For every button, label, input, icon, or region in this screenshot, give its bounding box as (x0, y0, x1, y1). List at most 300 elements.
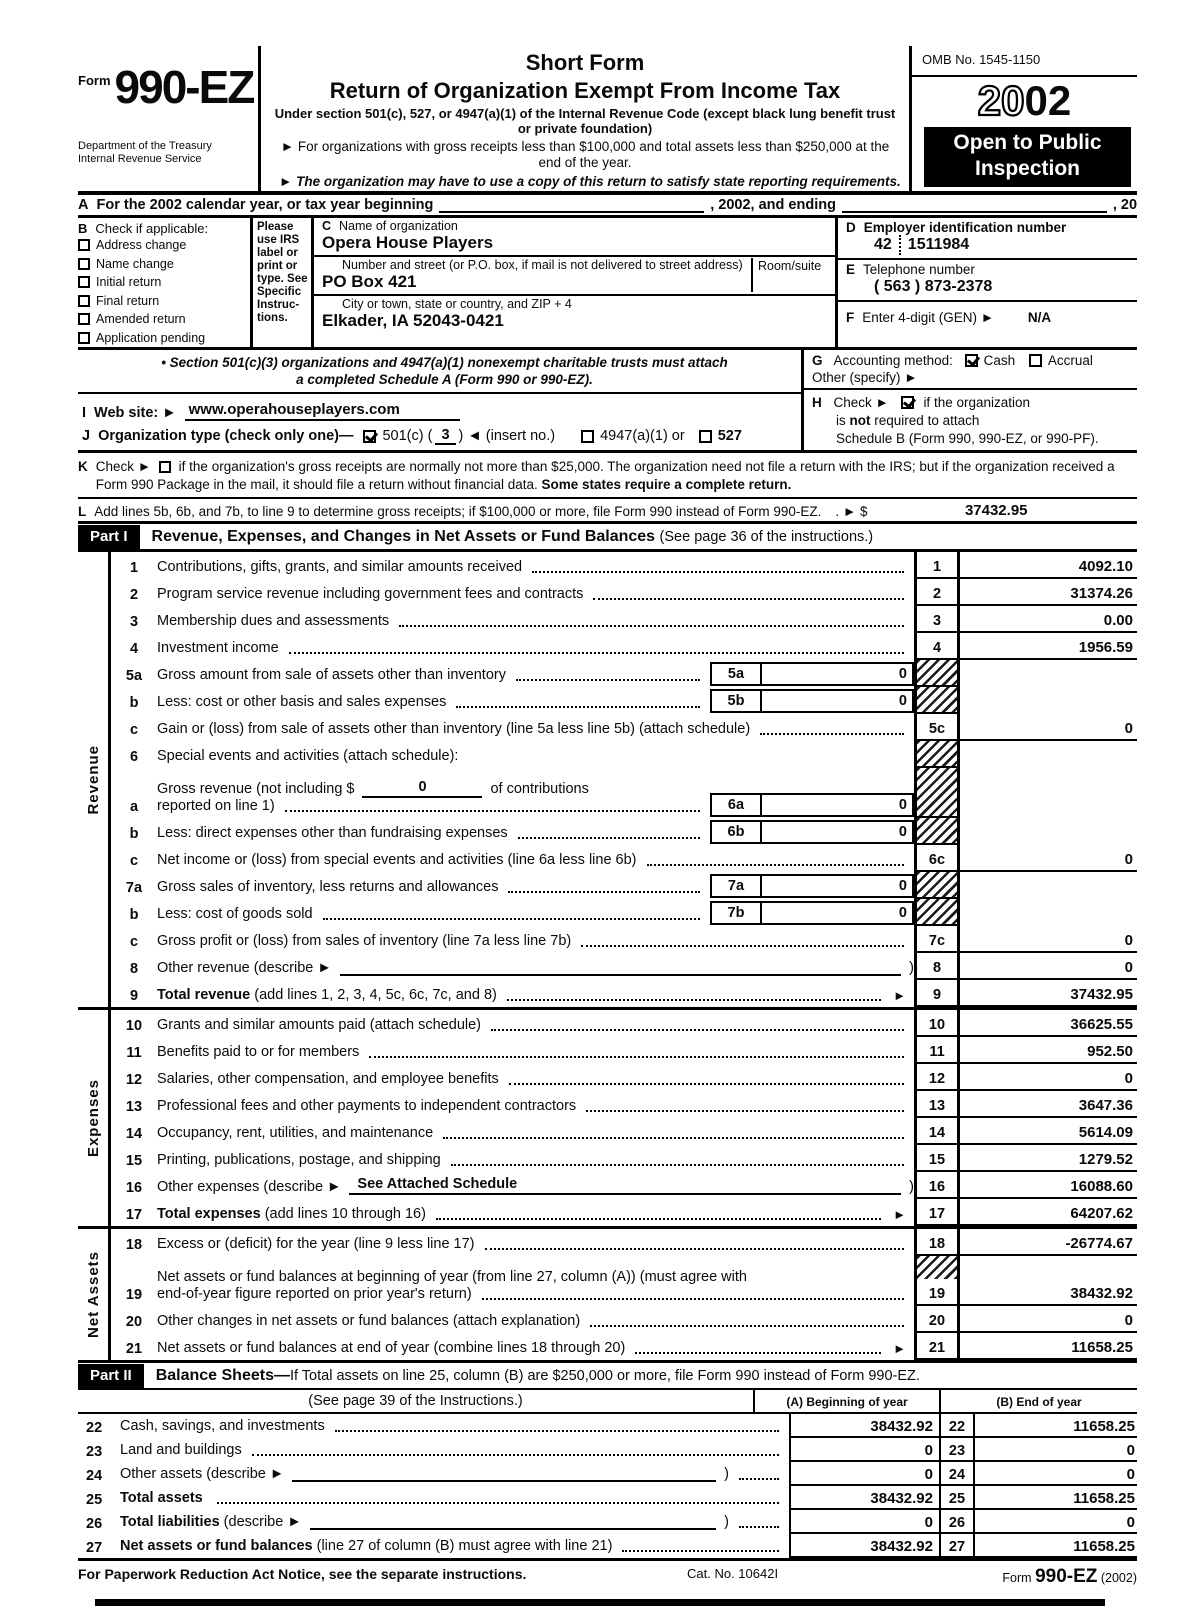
line-26-number: 26 (86, 1516, 103, 1532)
website-label: Web site: ► (94, 405, 177, 421)
line-12-label: Salaries, other compensation, and employee benefits (157, 1071, 499, 1087)
line-20-label: Other changes in net assets or fund balances (attach explanation) (157, 1313, 581, 1329)
dot-leader (532, 571, 904, 573)
line-20-amount[interactable]: 0 (960, 1306, 1137, 1333)
dot-leader (635, 1352, 881, 1354)
accounting-method-block: G Accounting method: Cash Accrual Other (specify) ► (804, 350, 1137, 390)
line-5b-box-label: 5b (710, 689, 762, 713)
line-21-amount[interactable]: 11658.25 (960, 1333, 1137, 1360)
line-5c-right-number: 5c (914, 714, 960, 741)
line-25-number: 25 (86, 1492, 103, 1508)
line-11-label: Benefits paid to or for members (157, 1044, 360, 1060)
checkbox-cash[interactable] (965, 354, 978, 367)
line-24-beginning-of-year[interactable]: 0 (789, 1462, 939, 1486)
line-5b-hatch (914, 687, 960, 714)
tax-year-ending-field[interactable] (842, 197, 1107, 213)
line-i-website: I Web site: ► www.operahouseplayers.com (78, 394, 801, 421)
gross-receipts-text: Add lines 5b, 6b, and 7b, to line 9 to determine gross receipts; if $100,000 or more, file Form 990 instead of Form 990-EZ. (94, 504, 822, 519)
dot-leader (485, 1248, 904, 1250)
dot-leader (622, 1550, 779, 1552)
line-26-describe-field[interactable] (310, 1528, 716, 1530)
checkbox-4947a1[interactable] (581, 430, 594, 443)
form-footer-id: Form 990-EZ (2002) (1002, 1566, 1137, 1587)
line-19-hatch (914, 1256, 960, 1279)
check-if-applicable-title: Check if applicable: (95, 221, 209, 236)
form-line-8: 8 Other revenue (describe ► ) 8 0 (111, 953, 1137, 980)
line-6a-box-label: 6a (710, 793, 762, 817)
line-6c-right-number: 6c (914, 845, 960, 872)
line-16-describe-field[interactable]: See Attached Schedule (349, 1176, 901, 1195)
line-6a-contributions-blank[interactable]: 0 (362, 779, 482, 798)
arrow-icon: ► (893, 1341, 906, 1356)
line-6a-number: a (129, 799, 139, 815)
line-22-number: 22 (86, 1420, 103, 1436)
line-6a-label: Gross revenue (not including $ (157, 781, 355, 797)
line-27-label: (line 27 of column (B) must agree with line 21) (316, 1538, 613, 1554)
line-6-number: 6 (129, 749, 139, 765)
org-type-label: Organization type (check only one)— (98, 428, 354, 444)
dot-leader (760, 733, 904, 735)
part2-title: Balance Sheets— (155, 1367, 290, 1384)
line-22-box-number: 22 (939, 1414, 975, 1438)
line-16-right-number: 16 (914, 1172, 960, 1199)
line-8-describe-field[interactable] (340, 974, 901, 976)
line-6c-amount[interactable]: 0 (960, 845, 1137, 872)
line-13-label: Professional fees and other payments to independent contractors (157, 1098, 577, 1114)
line-a-letter: A (78, 197, 89, 213)
entity-block (78, 218, 1137, 350)
line-25-box-number: 25 (939, 1486, 975, 1510)
form-line-9 (111, 980, 1137, 1007)
line-23-number: 23 (86, 1444, 103, 1460)
dot-leader (451, 1164, 904, 1166)
dot-leader (482, 1298, 904, 1300)
line-7b-hatch (914, 899, 960, 926)
ein-separator (899, 235, 901, 255)
line-10-right-number: 10 (914, 1010, 960, 1037)
line-27-end-of-year[interactable]: 11658.25 (975, 1534, 1137, 1558)
line-1-label: Contributions, gifts, grants, and similar amounts received (157, 559, 523, 575)
line-12-amount[interactable]: 0 (960, 1064, 1137, 1091)
line-6c-label: Net income or (loss) from special events and activities (line 6a less line 6b) (157, 852, 637, 868)
line-13-right-number: 13 (914, 1091, 960, 1118)
gen-value[interactable]: N/A (1027, 310, 1052, 325)
checkbox-final-return[interactable] (78, 295, 90, 307)
line-24-end-of-year[interactable]: 0 (975, 1462, 1137, 1486)
col-b-header: (B) End of year (939, 1390, 1137, 1412)
state-reporting-note: ► The organization may have to use a copy of this return to satisfy state reporting requirements. (279, 174, 901, 189)
ein-value[interactable]: 42 1511984 (874, 236, 970, 253)
line-7c-label: Gross profit or (loss) from sales of inventory (line 7a less line 7b) (157, 933, 572, 949)
line-6b-box-label: 6b (710, 820, 762, 844)
line-19-label: Net assets or fund balances at beginning of year (from line 27, column (A)) (must agree with (157, 1269, 747, 1285)
form-line-5b (111, 687, 1137, 714)
line-21-right-number: 21 (914, 1333, 960, 1360)
form-line-20 (111, 1306, 1137, 1333)
line-5a-hatch (914, 660, 960, 687)
dot-leader (586, 1110, 904, 1112)
section-side-label: Revenue (84, 744, 102, 815)
line-k: K Check ► if the organization's gross receipts are normally not more than $25,000. The organization need not file a return with the IRS; but if the organization received a Form 990 Package in the mail, it should file a return without financial data. Some states require a complete return. (78, 453, 1137, 499)
irs-label: Internal Revenue Service (78, 153, 202, 165)
line-10-label: Grants and similar amounts paid (attach schedule) (157, 1017, 481, 1033)
page-footer (78, 1558, 1137, 1588)
line-7a-hatch (914, 872, 960, 899)
checkbox-address-change[interactable] (78, 239, 90, 251)
checkbox-initial-return[interactable] (78, 276, 90, 288)
line-1-number: 1 (129, 560, 139, 576)
line-24-describe-field[interactable] (292, 1480, 716, 1482)
line-5c-label: Gain or (loss) from sale of assets other than inventory (line 5a less line 5b) (attach schedule) (157, 721, 751, 737)
line-19-amount[interactable]: 38432.92 (960, 1279, 1137, 1306)
line-25-beginning-of-year[interactable]: 38432.92 (789, 1486, 939, 1510)
line-24-label: Other assets (describe ► (120, 1466, 285, 1482)
insert-no-value[interactable]: 3 (435, 427, 455, 445)
line-23-label: Land and buildings (120, 1442, 242, 1458)
checkbox-application-pending[interactable] (78, 332, 90, 344)
line-25-label-bold: Total assets (120, 1490, 207, 1506)
paperwork-notice: For Paperwork Reduction Act Notice, see the separate instructions. (78, 1566, 527, 1582)
form-line-10 (111, 1010, 1137, 1037)
line-26-end-of-year[interactable]: 0 (975, 1510, 1137, 1534)
line-4-number: 4 (129, 641, 139, 657)
dot-leader (369, 1056, 904, 1058)
dot-leader (217, 1502, 779, 1504)
line-15-right-number: 15 (914, 1145, 960, 1172)
line-14-label: Occupancy, rent, utilities, and maintenance (157, 1125, 434, 1141)
org-name-value[interactable]: Opera House Players (322, 233, 494, 252)
org-name-label: Name of organization (339, 219, 458, 233)
line-14-amount[interactable]: 5614.09 (960, 1118, 1137, 1145)
part1-title: Revenue, Expenses, and Changes in Net Assets or Fund Balances (151, 528, 656, 545)
dot-leader (456, 706, 700, 708)
line-18-right-number: 18 (914, 1229, 960, 1256)
balance-line-26: 26 Total liabilities (describe ► ) 0 26 0 (78, 1510, 1137, 1534)
form-line-7b (111, 899, 1137, 926)
line-7c-right-number: 7c (914, 926, 960, 953)
line-5c-number: c (129, 722, 139, 738)
col-a-header: (A) Beginning of year (753, 1390, 939, 1412)
dot-leader (399, 625, 904, 627)
line-14-right-number: 14 (914, 1118, 960, 1145)
line-13-amount[interactable]: 3647.36 (960, 1091, 1137, 1118)
line-17-right-number: 17 (914, 1199, 960, 1226)
line-6b-box-value[interactable]: 0 (762, 820, 914, 844)
part2-column-headers (78, 1390, 1137, 1414)
form-line-16: 16 Other expenses (describe ► See Attached Schedule ) 16 16088.60 (111, 1172, 1137, 1199)
line-15-number: 15 (125, 1153, 143, 1169)
line-11-right-number: 11 (914, 1037, 960, 1064)
line-4-right-number: 4 (914, 633, 960, 660)
line-6b-label: Less: direct expenses other than fundraising expenses (157, 825, 508, 841)
gross-receipts-value[interactable]: 37432.95 (964, 502, 1028, 519)
part2-tab: Part II (78, 1364, 144, 1388)
dot-leader (590, 1325, 904, 1327)
dot-leader (289, 652, 904, 654)
tax-year-solid: 02 (1024, 77, 1072, 124)
form-line-6c (111, 845, 1137, 872)
schedule-b-block: H Check ► if the organization is not required to attach Schedule B (Form 990, 990-EZ, or 990-PF). (812, 395, 1099, 446)
tax-year (912, 77, 1137, 125)
street-value[interactable]: PO Box 421 (322, 272, 417, 291)
line-21-number: 21 (125, 1341, 143, 1357)
dot-leader (739, 1526, 779, 1528)
balance-line-27 (78, 1534, 1137, 1558)
line-26-label: (describe ► (223, 1514, 302, 1530)
line-23-beginning-of-year[interactable]: 0 (789, 1438, 939, 1462)
line-5c-amount[interactable]: 0 (960, 714, 1137, 741)
form-number-block (78, 46, 258, 191)
line-16-amount[interactable]: 16088.60 (960, 1172, 1137, 1199)
line-7b-box-value[interactable]: 0 (762, 901, 914, 925)
checkbox-amended-return[interactable] (78, 313, 90, 325)
line-5a-number: 5a (125, 668, 143, 684)
note-website-accounting-block (78, 350, 1137, 453)
dot-leader (323, 918, 700, 920)
tax-year-beginning-field[interactable] (439, 197, 704, 213)
omb-number: OMB No. 1545-1150 (912, 46, 1137, 77)
street-label: Number and street (or P.O. box, if mail is not delivered to street address) (342, 258, 743, 272)
form-line-7c (111, 926, 1137, 953)
line-18-amount[interactable]: -26774.67 (960, 1229, 1137, 1256)
line-1-amount[interactable]: 4092.10 (960, 552, 1137, 579)
line-23-box-number: 23 (939, 1438, 975, 1462)
checkbox-gross-receipts-under-25000[interactable] (159, 461, 171, 473)
dot-leader (285, 810, 700, 812)
line-17-label: (add lines 10 through 16) (264, 1206, 426, 1222)
line-18-number: 18 (125, 1237, 143, 1253)
part2-table (78, 1414, 1137, 1558)
line-24-box-number: 24 (939, 1462, 975, 1486)
line-7b-box-label: 7b (710, 901, 762, 925)
line-6b-number: b (129, 826, 139, 842)
form-line-4 (111, 633, 1137, 660)
arrow-icon: ► (893, 1207, 906, 1222)
form-line-13 (111, 1091, 1137, 1118)
line-9-right-number: 9 (914, 980, 960, 1007)
part1-group-expenses (78, 1010, 1137, 1229)
line-23-end-of-year[interactable]: 0 (975, 1438, 1137, 1462)
form-line-11 (111, 1037, 1137, 1064)
phone-label: Telephone number (863, 262, 975, 277)
line-19-number: 19 (125, 1287, 143, 1303)
line-7a-label: Gross sales of inventory, less returns and allowances (157, 879, 499, 895)
form-line-5a (111, 660, 1137, 687)
part2-header (78, 1364, 1137, 1390)
form-line-3 (111, 606, 1137, 633)
line-5a-box-label: 5a (710, 662, 762, 686)
org-name-address-block: C Name of organization Opera House Players Number and street (or P.O. box, if mail is not delivered to street address) PO Box 421 Room/suite City or town, state or country, and ZIP + 4 Elkader, IA 52043-0421 (314, 218, 835, 347)
line-27-box-number: 27 (939, 1534, 975, 1558)
scan-artifact-bar (95, 1599, 1105, 1606)
city-value[interactable]: Elkader, IA 52043-0421 (322, 311, 504, 330)
checkbox-accrual[interactable] (1029, 354, 1042, 367)
form-line-17 (111, 1199, 1137, 1226)
line-6a-box-value[interactable]: 0 (762, 793, 914, 817)
line-7c-amount[interactable]: 0 (960, 926, 1137, 953)
form-line-12 (111, 1064, 1137, 1091)
line-3-amount[interactable]: 0.00 (960, 606, 1137, 633)
line-7c-number: c (129, 934, 139, 950)
line-8-right-number: 8 (914, 953, 960, 980)
dot-leader (508, 891, 700, 893)
line-19-label2: end-of-year figure reported on prior year's return) (157, 1286, 472, 1302)
line-6a-label2: reported on line 1) (157, 798, 275, 814)
line-16-label: Other expenses (describe ► (157, 1179, 342, 1195)
line-7b-number: b (129, 907, 139, 923)
line-8-amount[interactable]: 0 (960, 953, 1137, 980)
line-27-number: 27 (86, 1540, 103, 1556)
line-8-number: 8 (129, 961, 139, 977)
line-27-label-bold: Net assets or fund balances (120, 1538, 317, 1554)
line-27-beginning-of-year[interactable]: 38432.92 (789, 1534, 939, 1558)
line-2-right-number: 2 (914, 579, 960, 606)
line-a: A For the 2002 calendar year, or tax year beginning , 2002, and ending , 20 (78, 195, 1137, 218)
line-11-amount[interactable]: 952.50 (960, 1037, 1137, 1064)
form-line-6 (111, 741, 1137, 768)
line-5b-label: Less: cost or other basis and sales expenses (157, 694, 447, 710)
dot-leader (436, 1218, 881, 1220)
website-value[interactable]: www.operahouseplayers.com (185, 401, 460, 421)
form-line-15 (111, 1145, 1137, 1172)
part1-note: (See page 36 of the instructions.) (659, 529, 874, 545)
line-19-right-number: 19 (914, 1279, 960, 1306)
city-label: City or town, state or country, and ZIP + 4 (342, 297, 572, 311)
line-5b-number: b (129, 695, 139, 711)
form-line-19 (111, 1256, 1137, 1306)
line-7b-label: Less: cost of goods sold (157, 906, 313, 922)
dept-treasury: Department of the Treasury (78, 140, 212, 152)
line-18-label: Excess or (deficit) for the year (line 9 less line 17) (157, 1236, 475, 1252)
line-20-right-number: 20 (914, 1306, 960, 1333)
line-17-label-bold: Total expenses (157, 1206, 265, 1222)
line-6-label: Special events and activities (attach schedule): (157, 748, 459, 764)
gen-label: Enter 4-digit (GEN) ► (862, 310, 995, 325)
title-subtitle: Under section 501(c), 527, or 4947(a)(1) of the Internal Revenue Code (except black lung benefit trust or private foundation) (274, 106, 896, 136)
dot-leader (516, 679, 700, 681)
tax-year-outline: 20 (977, 77, 1025, 124)
line-9-amount[interactable]: 37432.95 (960, 980, 1137, 1007)
line-l: L Add lines 5b, 6b, and 7b, to line 9 to determine gross receipts; if $100,000 or more, file Form 990 instead of Form 990-EZ. . ► $ 37432.95 (78, 499, 1137, 524)
open-to-public-badge: Open to Public Inspection (924, 127, 1131, 187)
form-line-21 (111, 1333, 1137, 1360)
line-22-beginning-of-year[interactable]: 38432.92 (789, 1414, 939, 1438)
line-22-end-of-year[interactable]: 11658.25 (975, 1414, 1137, 1438)
part1-header (78, 525, 1137, 552)
line-5a-box-value[interactable]: 0 (762, 662, 914, 686)
line-10-number: 10 (125, 1018, 143, 1034)
line-7a-box-value[interactable]: 0 (762, 874, 914, 898)
part1-tab: Part I (78, 525, 140, 549)
line-26-box-number: 26 (939, 1510, 975, 1534)
line-17-amount[interactable]: 64207.62 (960, 1199, 1137, 1226)
line-15-label: Printing, publications, postage, and shipping (157, 1152, 441, 1168)
dot-leader (593, 598, 904, 600)
checkbox-527[interactable] (699, 430, 712, 443)
line-12-number: 12 (125, 1072, 143, 1088)
accounting-schedule-b-block (801, 350, 1137, 450)
dot-leader (518, 837, 700, 839)
balance-line-23 (78, 1438, 1137, 1462)
catalog-number: Cat. No. 10642I (687, 1566, 779, 1581)
line-26-label-bold: Total liabilities (120, 1514, 224, 1530)
phone-value[interactable]: ( 563 ) 873-2378 (874, 278, 993, 295)
page-title: Return of Organization Exempt From Income Tax (329, 78, 841, 103)
line-15-amount[interactable]: 1279.52 (960, 1145, 1137, 1172)
form-line-2 (111, 579, 1137, 606)
line-1-right-number: 1 (914, 552, 960, 579)
part1-table (78, 552, 1137, 1363)
checkbox-501c[interactable] (363, 430, 376, 443)
line-12-right-number: 12 (914, 1064, 960, 1091)
line-7a-box-label: 7a (710, 874, 762, 898)
other-specify-label: Other (specify) ► (812, 370, 918, 385)
line-j-org-type: J Organization type (check only one)— 501(c) ( 3 ) ◄ (insert no.) 4947(a)(1) or 527 (82, 427, 742, 444)
dot-leader (509, 1083, 904, 1085)
section-side-label: Expenses (84, 1078, 102, 1158)
irs-label-instructions: Please use IRS label or print or type. See Specific Instruc- tions. (250, 218, 314, 347)
line-8-label: Other revenue (describe ► (157, 960, 332, 976)
dot-leader (581, 945, 904, 947)
line-14-number: 14 (125, 1126, 143, 1142)
form-word: Form (78, 73, 111, 88)
form-line-14 (111, 1118, 1137, 1145)
form-line-6b (111, 818, 1137, 845)
line-9-number: 9 (129, 988, 139, 1004)
line-24-number: 24 (86, 1468, 103, 1484)
line-9-label-bold: Total revenue (157, 987, 255, 1003)
line-17-number: 17 (125, 1207, 143, 1223)
line-2-label: Program service revenue including government fees and contracts (157, 586, 584, 602)
form-line-6a: a Gross revenue (not including $ 0 of contributions reported on line 1) 6a 0 (111, 768, 1137, 818)
accounting-method-label: Accounting method: (833, 353, 953, 368)
line-21-label: Net assets or fund balances at end of year (combine lines 18 through 20) (157, 1340, 626, 1356)
checkbox-schedule-b-not-required[interactable] (901, 396, 914, 409)
line-2-amount[interactable]: 31374.26 (960, 579, 1137, 606)
gross-receipts-note: ► For organizations with gross receipts less than $100,000 and total assets less than $250,000 at the end of the year. (280, 139, 890, 170)
line-13-number: 13 (125, 1099, 143, 1115)
form-line-5c (111, 714, 1137, 741)
dot-leader (491, 1029, 904, 1031)
room-suite-label: Room/suite (751, 258, 835, 292)
line-4-amount[interactable]: 1956.59 (960, 633, 1137, 660)
line-5b-box-value[interactable]: 0 (762, 689, 914, 713)
line-25-end-of-year[interactable]: 11658.25 (975, 1486, 1137, 1510)
form-number: 990-EZ (114, 61, 254, 113)
form-line-18 (111, 1229, 1137, 1256)
line-4-label: Investment income (157, 640, 279, 656)
form-line-1 (111, 552, 1137, 579)
line-3-right-number: 3 (914, 606, 960, 633)
line-6a-hatch (914, 768, 960, 818)
section-side-label: Net Assets (84, 1251, 102, 1338)
line-10-amount[interactable]: 36625.55 (960, 1010, 1137, 1037)
line-6b-hatch (914, 818, 960, 845)
dot-leader (739, 1478, 779, 1480)
part1-group-net-assets (78, 1229, 1137, 1363)
line-6-hatch (914, 741, 960, 768)
form-line-7a (111, 872, 1137, 899)
dot-leader (443, 1137, 904, 1139)
line-5a-label: Gross amount from sale of assets other than inventory (157, 667, 506, 683)
balance-line-24: 24 Other assets (describe ► ) 0 24 0 (78, 1462, 1137, 1486)
short-form-title: Short Form (525, 50, 645, 75)
line-a-text: For the 2002 calendar year, or tax year beginning (96, 197, 434, 213)
checkbox-name-change[interactable] (78, 258, 90, 270)
line-2-number: 2 (129, 587, 139, 603)
line-22-label: Cash, savings, and investments (120, 1418, 325, 1434)
line-26-beginning-of-year[interactable]: 0 (789, 1510, 939, 1534)
